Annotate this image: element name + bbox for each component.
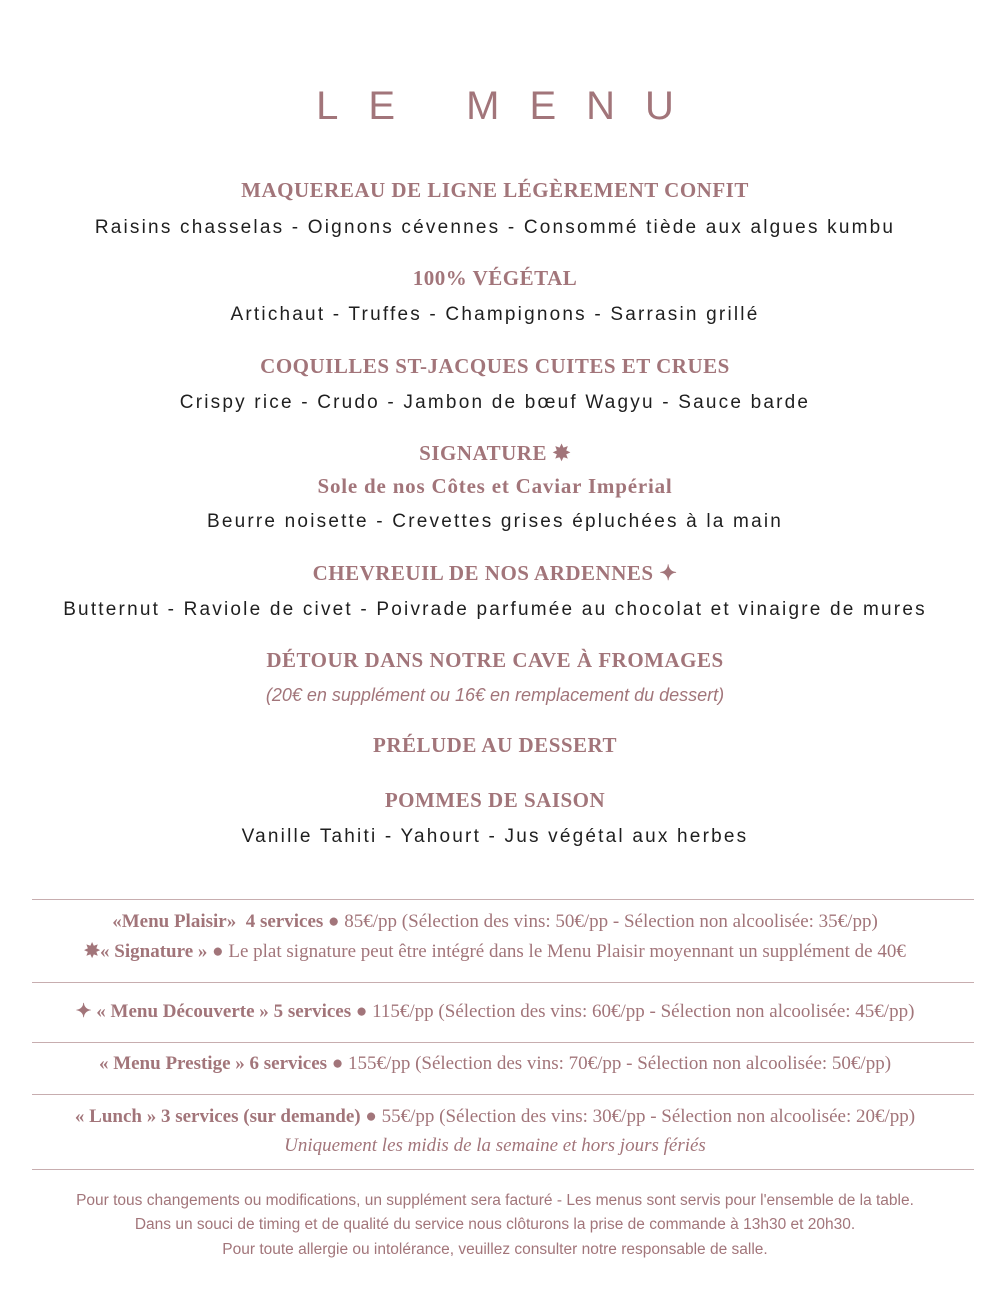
course-5-desc: Butternut - Raviole de civet - Poivrade parfumée au chocolat et vinaigre de mures <box>63 599 927 620</box>
course-1-desc: Raisins chasselas - Oignons cévennes - Consommé tiède aux algues kumbu <box>94 217 896 238</box>
plaisir-name: «Menu Plaisir» <box>112 911 237 932</box>
course-4-desc: Beurre noisette - Crevettes grises épluchées à la main <box>206 511 784 532</box>
lunch-detail: ● 55€/pp (Sélection des vins: 30€/pp - Sélection non alcoolisée: 20€/pp) <box>365 1106 916 1127</box>
course-5-name: CHEVREUIL DE NOS ARDENNES ✦ <box>312 561 678 585</box>
signature-name: « Signature » <box>100 941 208 962</box>
divider <box>32 982 974 983</box>
footer-line-2: Dans un souci de timing et de qualité du service nous clôturons la prise de commande à 13h30 et 20h30. <box>134 1216 856 1233</box>
course-2-name: 100% VÉGÉTAL <box>412 266 578 290</box>
course-2-desc: Artichaut - Truffes - Champignons - Sarrasin grillé <box>230 304 760 325</box>
divider <box>32 899 974 900</box>
lunch-services: 3 services (sur demande) <box>160 1106 361 1127</box>
decouverte-symbol-icon: ✦ <box>75 1001 92 1022</box>
footer-line-3: Pour toute allergie ou intolérance, veuillez consulter notre responsable de salle. <box>222 1241 768 1258</box>
price-signature <box>0 940 990 963</box>
plaisir-detail: ● 85€/pp (Sélection des vins: 50€/pp - Sélection non alcoolisée: 35€/pp) <box>328 911 878 932</box>
signature-symbol-icon: ✸ <box>84 941 101 962</box>
lunch-note <box>0 1135 990 1157</box>
menu-title: LE MENU <box>316 84 704 128</box>
price-menu-prestige <box>0 1053 990 1075</box>
course-8-desc: Vanille Tahiti - Yahourt - Jus végétal aux herbes <box>241 826 749 847</box>
course-6-name: DÉTOUR DANS NOTRE CAVE À FROMAGES <box>266 648 724 672</box>
course-3-desc: Crispy rice - Crudo - Jambon de bœuf Wagyu - Sauce barde <box>179 392 811 413</box>
prestige-detail: ● 155€/pp (Sélection des vins: 70€/pp - Sélection non alcoolisée: 50€/pp) <box>331 1053 892 1074</box>
price-menu-decouverte <box>0 1000 990 1023</box>
lunch-note-text: Uniquement les midis de la semaine et hors jours fériés <box>284 1135 706 1156</box>
course-3-name: COQUILLES ST-JACQUES CUITES ET CRUES <box>260 354 730 378</box>
course-6-note: (20€ en supplément ou 16€ en remplacement du dessert) <box>265 685 725 705</box>
divider <box>32 1042 974 1043</box>
course-1-name: MAQUEREAU DE LIGNE LÉGÈREMENT CONFIT <box>241 178 749 202</box>
price-lunch <box>0 1106 990 1128</box>
course-4-name: SIGNATURE ✸ <box>419 441 571 465</box>
divider <box>32 1169 974 1170</box>
course-7-name: PRÉLUDE AU DESSERT <box>373 733 617 757</box>
prestige-name: « Menu Prestige » <box>98 1053 245 1074</box>
lunch-name: « Lunch » <box>74 1106 157 1127</box>
price-menu-plaisir <box>0 911 990 933</box>
divider <box>32 1094 974 1095</box>
course-8-name: POMMES DE SAISON <box>384 788 606 812</box>
course-4-subtitle: Sole de nos Côtes et Caviar Impérial <box>317 474 673 498</box>
decouverte-detail: ● 115€/pp (Sélection des vins: 60€/pp - Sélection non alcoolisée: 45€/pp) <box>355 1001 915 1022</box>
plaisir-services: 4 services <box>245 911 324 932</box>
signature-detail: ● Le plat signature peut être intégré dans le Menu Plaisir moyennant un supplément de 40€ <box>212 941 906 962</box>
prestige-services: 6 services <box>249 1053 328 1074</box>
decouverte-services: 5 services <box>273 1001 352 1022</box>
footer-line-1: Pour tous changements ou modifications, un supplément sera facturé - Les menus sont servis pour l'ensemble de la table. <box>76 1192 914 1209</box>
decouverte-name: « Menu Découverte » <box>96 1001 269 1022</box>
